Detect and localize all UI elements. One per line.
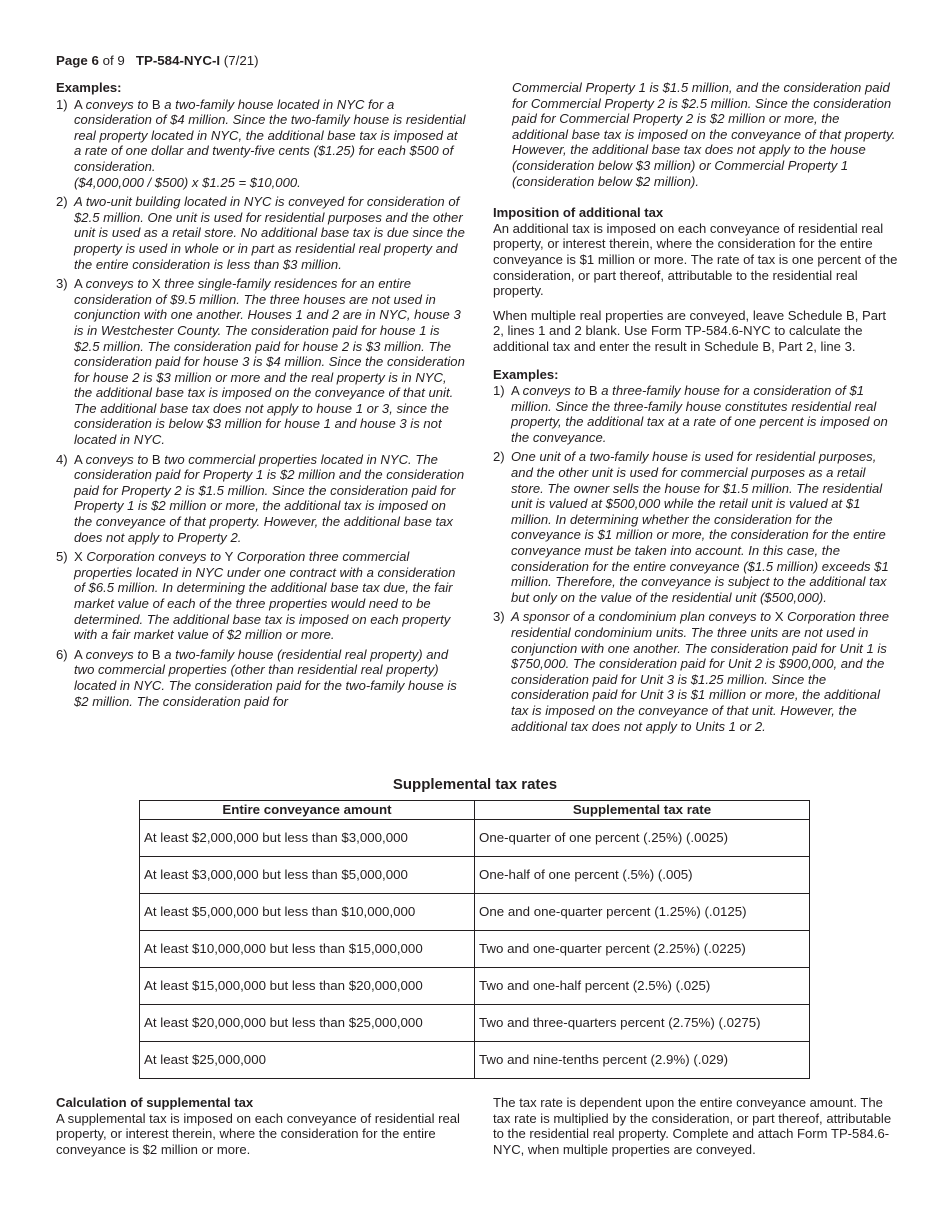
- rate-cell: One-quarter of one percent (.25%) (.0025): [475, 820, 810, 857]
- calc-section-left: [56, 1095, 466, 1157]
- example-number: 3): [493, 609, 505, 625]
- example-item: [56, 647, 466, 709]
- calc-paragraph-right: The tax rate is dependent upon the entire conveyance amount. The tax rate is multiplied by the consideration, or part thereof, attributable to the residential real property. Complete and attach Form TP-584.6-NYC, when multiple properties are conveyed.: [493, 1095, 892, 1157]
- example-text: [511, 449, 898, 605]
- amount-cell: At least $20,000,000 but less than $25,000,000: [140, 1005, 475, 1042]
- example-item: [493, 383, 898, 445]
- example-number: 3): [56, 276, 68, 292]
- amount-cell: At least $3,000,000 but less than $5,000,000: [140, 857, 475, 894]
- amount-cell: At least $15,000,000 but less than $20,000,000: [140, 968, 475, 1005]
- form-number: TP-584-NYC-I: [135, 53, 221, 68]
- continued-example-6: Commercial Property 1 is $1.5 million, and the consideration paid for Commercial Property 2 is $2.5 million. Since the consideration paid for Commercial Property 2 is $2 million or more, the additional base tax is imposed on the conveyance of that property. However, the additional base tax does not apply to the house (consideration below $3 million) or Commercial Property 1 (consideration below $2 million).: [512, 80, 896, 189]
- table-row: [140, 857, 810, 894]
- example-text-part: A: [511, 383, 523, 399]
- example-text-part: Corporation conveys to: [86, 549, 225, 565]
- page-of: of 9: [102, 53, 125, 68]
- example-text-part: two commercial properties located in NYC. The consideration paid for Property 1 is $2 million and the consideration paid for Property 2 is $1.5 million. Since the consideration paid for Property 1 is $2 million or more, the additional tax is imposed on the conveyance of that property. However, the additional base tax does not apply to Property 2.: [74, 451, 465, 545]
- example-text-part: X: [74, 549, 87, 565]
- example-number: 6): [56, 646, 68, 662]
- imposition-heading: Imposition of additional tax: [493, 205, 664, 221]
- example-text: [74, 194, 466, 272]
- calc-heading: Calculation of supplemental tax: [56, 1095, 254, 1110]
- example-text-part: Corporation three residential condominium units. The three units are not used in conjunction with one another. The consideration paid for Unit 1 is $750,000. The consideration paid for Unit 2 is $900,000, and the consideration paid for Unit 3 is $1.25 million. Since the consideration paid for Unit 3 is $1 million or more, the additional tax is imposed on the conveyance of that unit. However, the additional tax does not apply to Units 1 or 2.: [511, 609, 889, 734]
- rate-cell: One-half of one percent (.5%) (.005): [475, 857, 810, 894]
- example-number: 2): [56, 194, 68, 210]
- example-text-part: a two-family house (residential real property) and two commercial properties (other than residential real property) located in NYC. The consideration paid for the two-family house is $2 million. The consideration paid for: [74, 646, 457, 709]
- example-item: [493, 449, 898, 605]
- example-text-part: A sponsor of a condominium plan conveys to: [511, 609, 775, 625]
- example-text-part: conveys to: [85, 646, 152, 662]
- example-text-part: a three-family house for a consideration of $1 million. Since the three-family house constitutes residential real property, the additional tax at a rate of one percent is imposed on the conveyance.: [511, 383, 888, 445]
- example-text-part: Y: [224, 549, 237, 565]
- example-text: [74, 97, 466, 191]
- rate-cell: Two and one-quarter percent (2.25%) (.0225): [475, 931, 810, 968]
- examples-heading-right: Examples:: [493, 366, 559, 382]
- table-header-row: [140, 801, 810, 820]
- table-row: [140, 1042, 810, 1079]
- example-text-part: X: [774, 609, 788, 625]
- example-text-part: B: [151, 451, 165, 467]
- example-text: [74, 276, 466, 448]
- example-text-part: A: [74, 451, 86, 467]
- example-text-part: A: [74, 96, 86, 112]
- supplemental-rates-table: [139, 800, 810, 1079]
- example-text-part: three single-family residences for an entire consideration of $9.5 million. The three houses are not used in conjunction with one another. Houses 1 and 2 are in NYC, house 3 is in Westchester County. The consideration paid for house 1 is $2.5 million. The consideration paid for house 2 is $3 million. The consideration paid for house 3 is $4 million. Since the consideration for house 2 is $3 million or more and the real property is in NYC, the additional base tax is imposed on the conveyance of that unit. The additional base tax does not apply to house 1 or 3, since the consideration is below $3 million for house 1 and house 3 is not located in NYC.: [74, 276, 465, 448]
- example-text: [74, 647, 466, 709]
- example-text: [74, 452, 466, 546]
- example-item: [56, 276, 466, 448]
- example-text: [511, 609, 898, 734]
- page-header: [56, 53, 259, 69]
- example-text-part: conveys to: [522, 383, 589, 399]
- table-row: [140, 894, 810, 931]
- page-number: Page 6: [56, 53, 99, 68]
- imposition-paragraph-1: An additional tax is imposed on each conveyance of residential real property, or interest therein, where the consideration for the entire conveyance is $1 million or more. The rate of tax is one percent of the consideration, or part thereof, attributable to the residential real property.: [493, 220, 898, 299]
- table-header-amount: Entire conveyance amount: [140, 801, 475, 820]
- example-text-part: a two-family house located in NYC for a consideration of $4 million. Since the two-family house is residential real property located in NYC, the additional base tax is imposed at a rate of one dollar and twenty-five cents ($1.25) for each $500 of consideration.: [74, 96, 466, 174]
- imposition-paragraph-2: When multiple real properties are conveyed, leave Schedule B, Part 2, lines 1 and 2 blank. Use Form TP-584.6-NYC to calculate the additional tax and enter the result in Schedule B, Part 2, line 3.: [493, 307, 887, 354]
- calc-paragraph-left: A supplemental tax is imposed on each conveyance of residential real property, or interest therein, where the consideration for the entire conveyance is $2 million or more.: [56, 1110, 460, 1157]
- example-number: 5): [56, 549, 68, 565]
- amount-cell: At least $10,000,000 but less than $15,000,000: [140, 931, 475, 968]
- example-text-part: A two-unit building located in NYC is conveyed for consideration of $2.5 million. One unit is used for residential purposes and the other unit is used as a retail store. No additional base tax is due since the property is used in whole or in part as residential real property and the entire consideration is less than $3 million.: [74, 194, 465, 272]
- example-text-part: conveys to: [85, 96, 152, 112]
- rate-cell: Two and three-quarters percent (2.75%) (.0275): [475, 1005, 810, 1042]
- example-text-part: A: [74, 276, 86, 292]
- example-text-part: B: [588, 383, 602, 399]
- example-text-part: Corporation three commercial properties located in NYC under one contract with a consideration of $6.5 million. In determining the additional base tax due, the fair market value of each of the three properties would need to be determined. The additional base tax is imposed on each property with a fair market value of $2 million or more.: [74, 549, 456, 643]
- example-text-part: conveys to: [85, 451, 152, 467]
- form-revision: (7/21): [223, 53, 259, 68]
- example-item: [56, 549, 466, 643]
- right-column: [493, 80, 898, 738]
- example-text-part: X: [151, 276, 165, 292]
- example-text: [74, 549, 466, 643]
- example-item: [493, 609, 898, 734]
- amount-cell: At least $25,000,000: [140, 1042, 475, 1079]
- table-title: Supplemental tax rates: [392, 776, 558, 793]
- left-column: [56, 80, 466, 713]
- example-number: 2): [493, 449, 505, 465]
- example-text-part: conveys to: [85, 276, 152, 292]
- table-row: [140, 931, 810, 968]
- example-text-part: B: [151, 96, 165, 112]
- amount-cell: At least $2,000,000 but less than $3,000,000: [140, 820, 475, 857]
- example-item: [56, 97, 466, 191]
- table-header-rate: Supplemental tax rate: [475, 801, 810, 820]
- table-row: [140, 1005, 810, 1042]
- example-item: [56, 452, 466, 546]
- rate-cell: Two and one-half percent (2.5%) (.025): [475, 968, 810, 1005]
- table-row: [140, 968, 810, 1005]
- example-text-part: B: [151, 646, 165, 662]
- examples-list-left: [56, 97, 466, 710]
- example-text-part: ($4,000,000 / $500) x $1.25 = $10,000.: [74, 174, 301, 190]
- rate-cell: Two and nine-tenths percent (2.9%) (.029): [475, 1042, 810, 1079]
- example-number: 1): [493, 383, 505, 399]
- example-item: [56, 194, 466, 272]
- rate-cell: One and one-quarter percent (1.25%) (.0125): [475, 894, 810, 931]
- examples-list-right: [493, 383, 898, 734]
- example-number: 1): [56, 96, 68, 112]
- example-text-part: One unit of a two-family house is used for residential purposes, and the other unit is used for commercial purposes as a retail store. The owner sells the house for $1.5 million. The residential unit is valued at $500,000 while the retail unit is valued at $1 million. In determining whether the consideration for the conveyance is $1 million or more, the consideration for the entire conveyance must be taken into account. In this case, the consideration for the entire conveyance ($1.5 million) exceeds $1 million. Therefore, the conveyance is subject to the additional tax but only on the value of the residential unit ($500,000).: [511, 449, 889, 605]
- example-text: [511, 383, 898, 445]
- example-number: 4): [56, 451, 68, 467]
- example-text-part: A: [74, 646, 86, 662]
- amount-cell: At least $5,000,000 but less than $10,000,000: [140, 894, 475, 931]
- table-row: [140, 820, 810, 857]
- examples-heading-left: Examples:: [56, 80, 122, 95]
- calc-section-right: [493, 1095, 898, 1157]
